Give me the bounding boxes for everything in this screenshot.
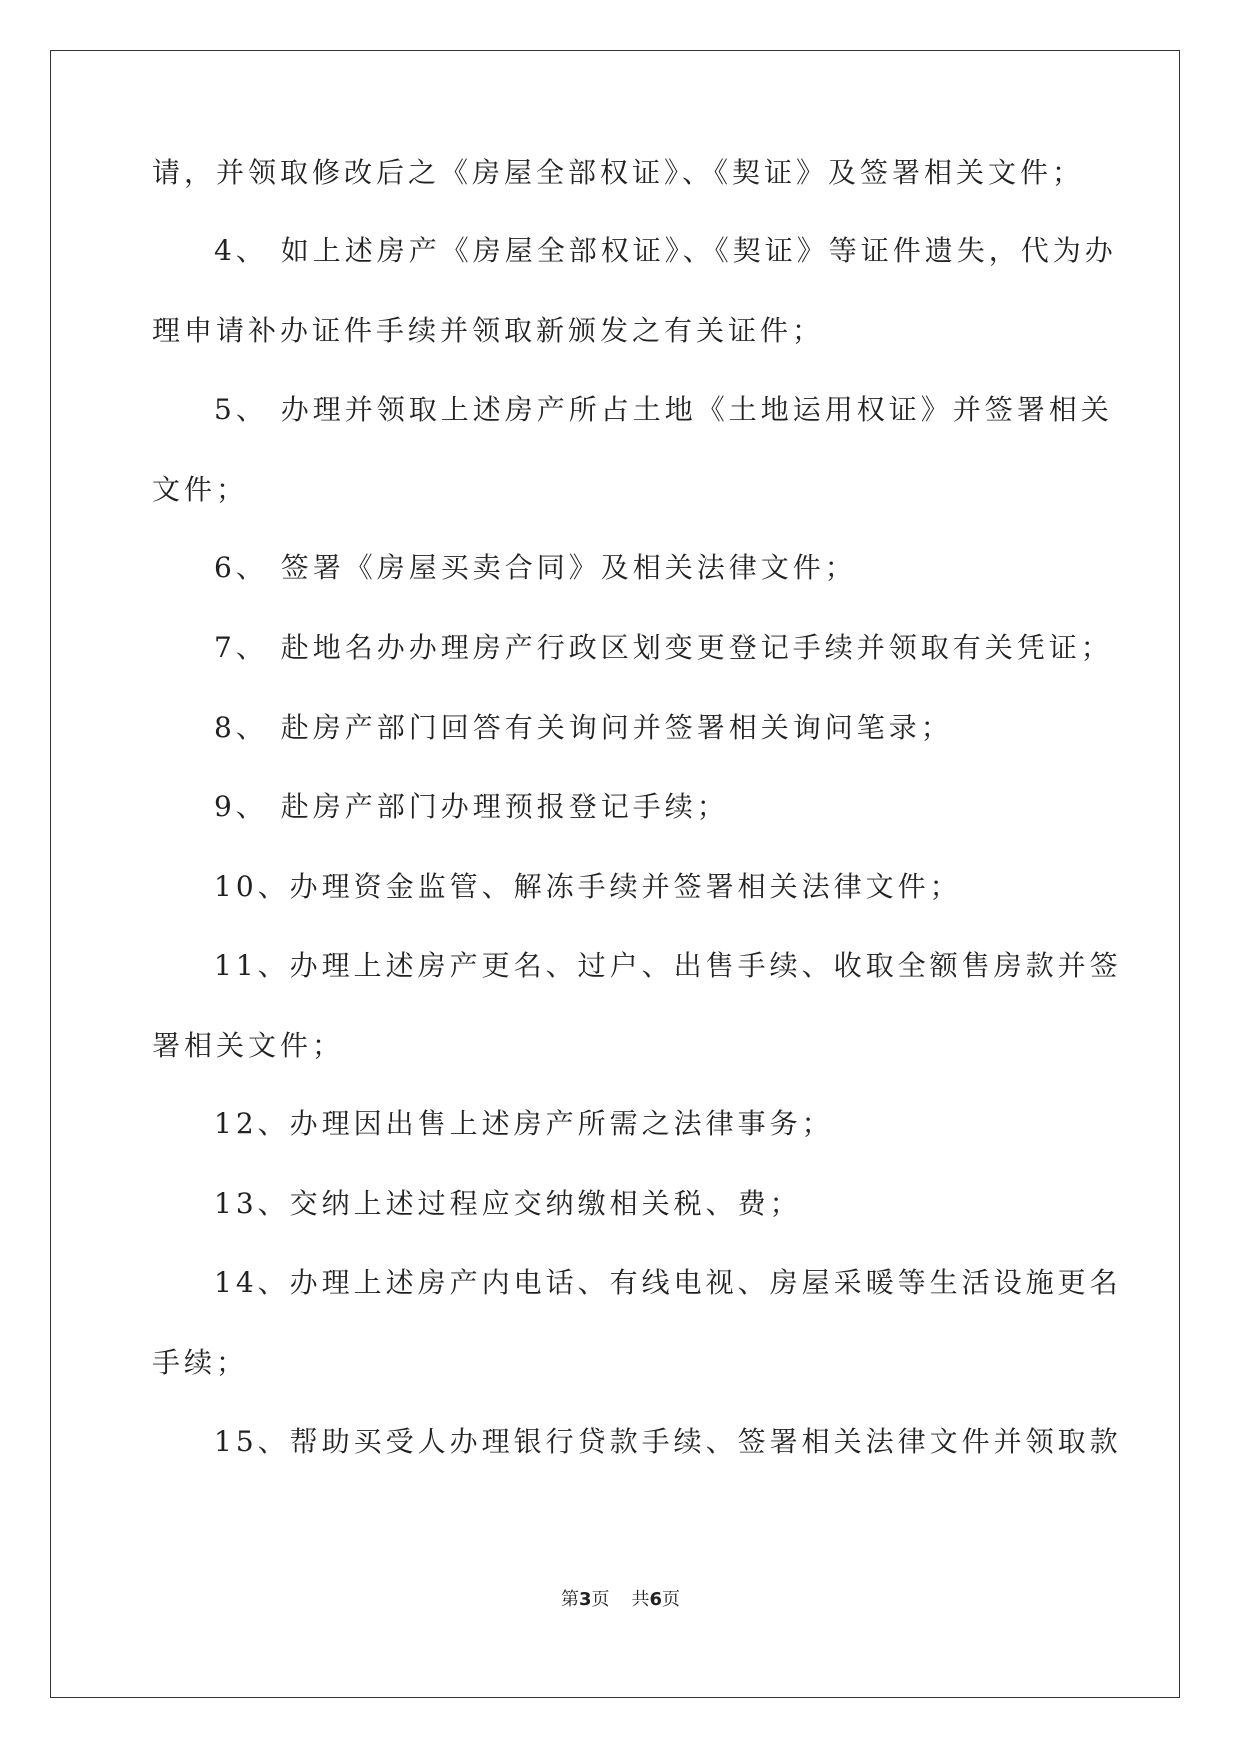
text-line: 署相关文件； [152,1029,345,1062]
page-prefix: 第 [560,1589,579,1610]
text-line: 理申请补办证件手续并领取新颁发之有关证件； [152,314,825,347]
page-current: 3 [578,1589,592,1610]
page-total: 6 [649,1589,663,1610]
text-line: 6、 签署《房屋买卖合同》及相关法律文件； [214,551,857,584]
text-line: 14、办理上述房产内电话、有线电视、房屋采暖等生活设施更名 [214,1266,1122,1299]
text-line: 12、办理因出售上述房产所需之法律事务； [214,1107,834,1140]
text-line: 13、交纳上述过程应交纳缴相关税、费； [214,1187,802,1220]
total-suffix: 页 [662,1589,681,1610]
text-line: 文件； [152,473,249,506]
page-suffix: 页 [591,1589,610,1610]
text-line: 5、 办理并领取上述房产所占土地《土地运用权证》并签署相关 [214,393,1113,426]
text-line: 9、 赴房产部门办理预报登记手续； [214,790,729,823]
page-footer [0,1588,1241,1612]
total-prefix: 共 [631,1589,650,1610]
text-line: 10、办理资金监管、解冻手续并签署相关法律文件； [214,870,962,903]
text-line: 7、 赴地名办办理房产行政区划变更登记手续并领取有关凭证； [214,631,1113,664]
text-line: 请，并领取修改后之《房屋全部权证》、《契证》及签署相关文件； [152,156,1085,189]
text-line: 4、 如上述房产《房屋全部权证》、《契证》等证件遗失，代为办 [214,234,1117,267]
text-line: 11、办理上述房产更名、过户、出售手续、收取全额售房款并签 [214,949,1122,982]
text-line: 8、 赴房产部门回答有关询问并签署相关询问笔录； [214,711,953,744]
text-line: 15、帮助买受人办理银行贷款手续、签署相关法律文件并领取款 [214,1425,1122,1458]
text-line: 手续； [152,1346,249,1379]
